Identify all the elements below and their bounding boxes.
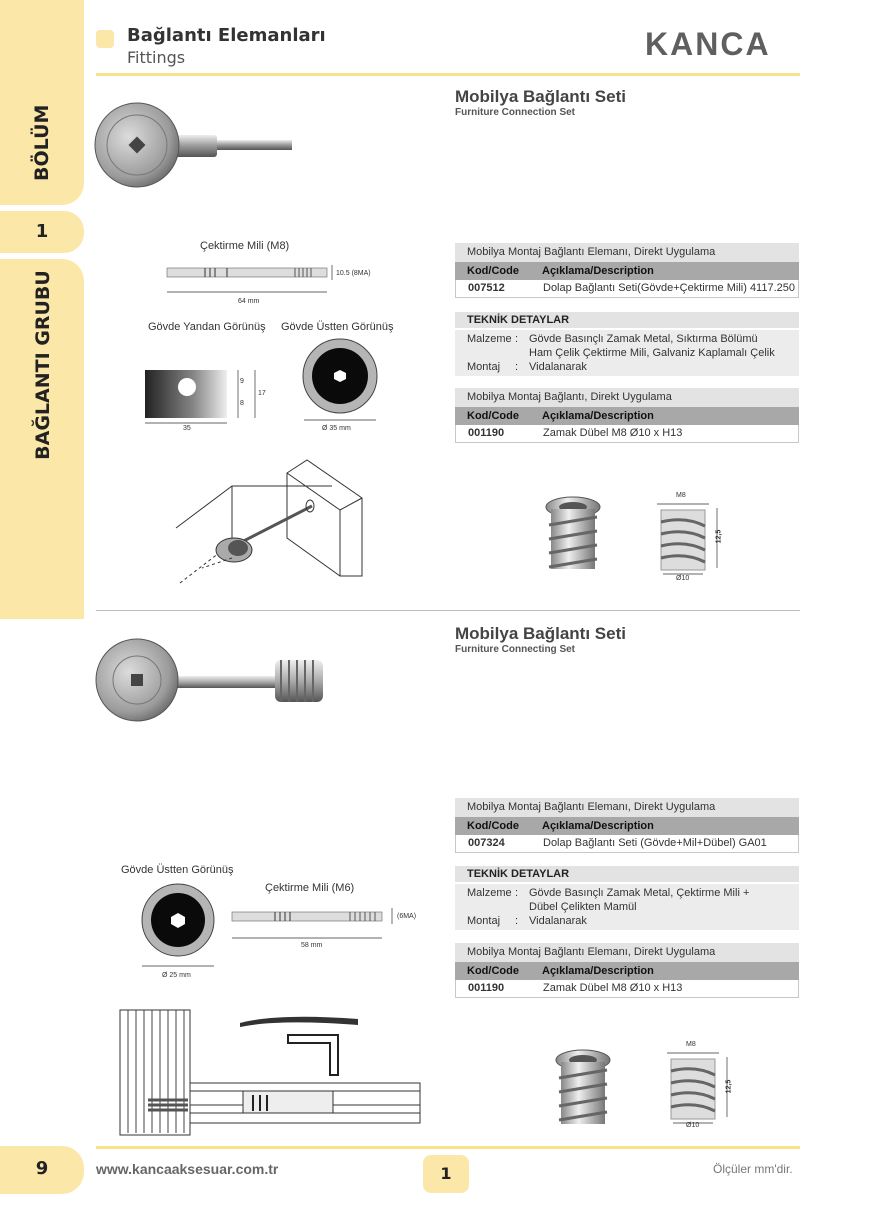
product1-side-h: 17 (258, 390, 266, 397)
product2-rod-drawing (230, 906, 400, 946)
product1-title: Mobilya Bağlantı Seti (455, 87, 626, 106)
product1-dowel-drawing (655, 500, 735, 580)
tech-spacer (515, 346, 529, 360)
product-desc: Dolap Bağlantı Seti(Gövde+Çektirme Mili) 4117.250 (543, 282, 796, 294)
table-row (455, 980, 799, 998)
product1-side-h2: 8 (240, 400, 244, 407)
product1-subtitle: Furniture Connection Set (455, 107, 575, 118)
tech-colon: : (515, 333, 519, 345)
table-header (455, 962, 799, 980)
product2-top-diameter: Ø 25 mm (162, 972, 191, 979)
tech-material-row2 (455, 900, 799, 914)
product2-top-label: Gövde Üstten Görünüş (121, 864, 234, 876)
product1-rod-label: Çektirme Mili (M8) (200, 240, 290, 252)
header-marker (96, 30, 114, 48)
product1-top-label: Gövde Üstten Görünüş (281, 321, 394, 333)
tech-material-row (455, 332, 799, 346)
tech-colon: : (515, 887, 519, 899)
table-caption: Mobilya Montaj Bağlantı, Direkt Uygulama (455, 388, 799, 407)
tech-mount-row (455, 914, 799, 928)
table-header (455, 262, 799, 280)
tech-header: TEKNİK DETAYLAR (455, 312, 799, 328)
col-code-header: Kod/Code (467, 410, 519, 422)
product2-title: Mobilya Bağlantı Seti (455, 624, 626, 643)
sidebar-group-label: BAĞLANTI GRUBU (32, 270, 54, 460)
tech-colon: : (515, 361, 519, 373)
table-row (455, 425, 799, 443)
brand-logo: KANCA (645, 26, 771, 62)
table-header (455, 407, 799, 425)
product1-dowel-photo (543, 495, 603, 575)
tech-spacer (455, 346, 515, 360)
col-code-header: Kod/Code (467, 265, 519, 277)
page-title: Bağlantı Elemanları (127, 25, 326, 46)
tech-spacer (515, 900, 529, 914)
tech-material-label: Malzeme (467, 887, 512, 899)
product2-dowel-photo (553, 1048, 613, 1130)
page-subtitle: Fittings (127, 48, 186, 67)
table-caption: Mobilya Montaj Bağlantı Elemanı, Direkt Uygulama (455, 798, 799, 817)
tech-mount-value: Vidalanarak (529, 915, 587, 927)
product1-side-label: Gövde Yandan Görünüş (148, 321, 266, 333)
tech-material-row (455, 886, 799, 900)
product1-side-h1: 9 (240, 378, 244, 385)
product1-table2 (455, 388, 799, 443)
product2-dowel-d: Ø10 (686, 1122, 700, 1129)
tech-mount-label: Montaj (467, 915, 501, 927)
tech-spacer (455, 900, 515, 914)
product2-rod-diameter: (6MA) (397, 913, 417, 920)
product-desc: Zamak Dübel M8 Ø10 x H13 (543, 982, 683, 994)
sidebar-section-number: 1 (35, 221, 49, 242)
sidebar (0, 0, 84, 1214)
tech-body (455, 884, 799, 930)
table-row (455, 280, 799, 298)
product-code: 001190 (468, 427, 505, 439)
tech-material-line1: Gövde Basınçlı Zamak Metal, Sıktırma Bölümü (529, 333, 758, 345)
product1-rod-drawing (165, 262, 340, 302)
product1-top-diameter: Ø 35 mm (322, 425, 351, 432)
col-desc-header: Açıklama/Description (542, 820, 654, 832)
footer-divider (96, 1146, 800, 1149)
table-caption: Mobilya Montaj Bağlantı Elemanı, Direkt Uygulama (455, 243, 799, 262)
product1-top-view (302, 338, 382, 423)
product1-dowel-h: 12,5 (715, 529, 723, 544)
table-row (455, 835, 799, 853)
product2-dowel-h: 12,5 (725, 1079, 733, 1094)
product-desc: Zamak Dübel M8 Ø10 x H13 (543, 427, 683, 439)
product1-side-w: 35 (183, 425, 191, 432)
product1-dowel-m: M8 (676, 492, 686, 499)
product2-tech-details (455, 866, 799, 930)
product1-side-view (145, 368, 270, 428)
tech-material-line1: Gövde Basınçlı Zamak Metal, Çektirme Mili + (529, 887, 750, 899)
table-header (455, 817, 799, 835)
tech-mount-value: Vidalanarak (529, 361, 587, 373)
footer-page-number: 1 (423, 1155, 469, 1193)
tech-mount-row (455, 360, 799, 374)
product1-assembly-drawing (172, 458, 367, 603)
product2-photo (95, 638, 335, 723)
col-desc-header: Açıklama/Description (542, 265, 654, 277)
tech-header: TEKNİK DETAYLAR (455, 866, 799, 882)
section-divider (96, 610, 800, 611)
product-desc: Dolap Bağlantı Seti (Gövde+Mil+Dübel) GA01 (543, 837, 767, 849)
tech-material-label: Malzeme (467, 333, 512, 345)
col-desc-header: Açıklama/Description (542, 965, 654, 977)
product2-rod-label: Çektirme Mili (M6) (265, 882, 355, 894)
product1-rod-diameter: 10.5 (8MA) (336, 270, 371, 277)
product2-subtitle: Furniture Connecting Set (455, 644, 575, 655)
product1-dowel-d: Ø10 (676, 575, 690, 582)
tech-mount-label: Montaj (467, 361, 501, 373)
table-caption: Mobilya Montaj Bağlantı Elemanı, Direkt Uygulama (455, 943, 799, 962)
sidebar-section-label: BÖLÜM (31, 104, 53, 181)
product2-dowel-drawing (665, 1049, 745, 1129)
tech-colon: : (515, 915, 519, 927)
product2-top-view (140, 882, 220, 972)
product1-photo (92, 100, 292, 195)
tech-material-row2 (455, 346, 799, 360)
footer-website-link[interactable]: www.kancaaksesuar.com.tr (96, 1161, 279, 1177)
product-code: 007324 (468, 837, 505, 849)
product1-rod-length: 64 mm (238, 298, 260, 305)
product2-assembly-drawing (118, 1005, 423, 1140)
sidebar-page-number: 9 (35, 1158, 49, 1179)
header-divider (96, 73, 800, 76)
product-code: 007512 (468, 282, 505, 294)
product-code: 001190 (468, 982, 505, 994)
product1-tech-details (455, 312, 799, 376)
product2-rod-length: 58 mm (301, 942, 323, 949)
tech-material-line2: Dübel Çelikten Mamül (529, 901, 637, 913)
col-code-header: Kod/Code (467, 820, 519, 832)
product1-table1 (455, 243, 799, 298)
product2-dowel-m: M8 (686, 1041, 696, 1048)
col-code-header: Kod/Code (467, 965, 519, 977)
tech-body (455, 330, 799, 376)
tech-material-line2: Ham Çelik Çektirme Mili, Galvaniz Kaplamalı Çelik (529, 347, 775, 359)
footer-note: Ölçüler mm'dir. (713, 1162, 793, 1176)
col-desc-header: Açıklama/Description (542, 410, 654, 422)
product2-table2 (455, 943, 799, 998)
product2-table1 (455, 798, 799, 853)
